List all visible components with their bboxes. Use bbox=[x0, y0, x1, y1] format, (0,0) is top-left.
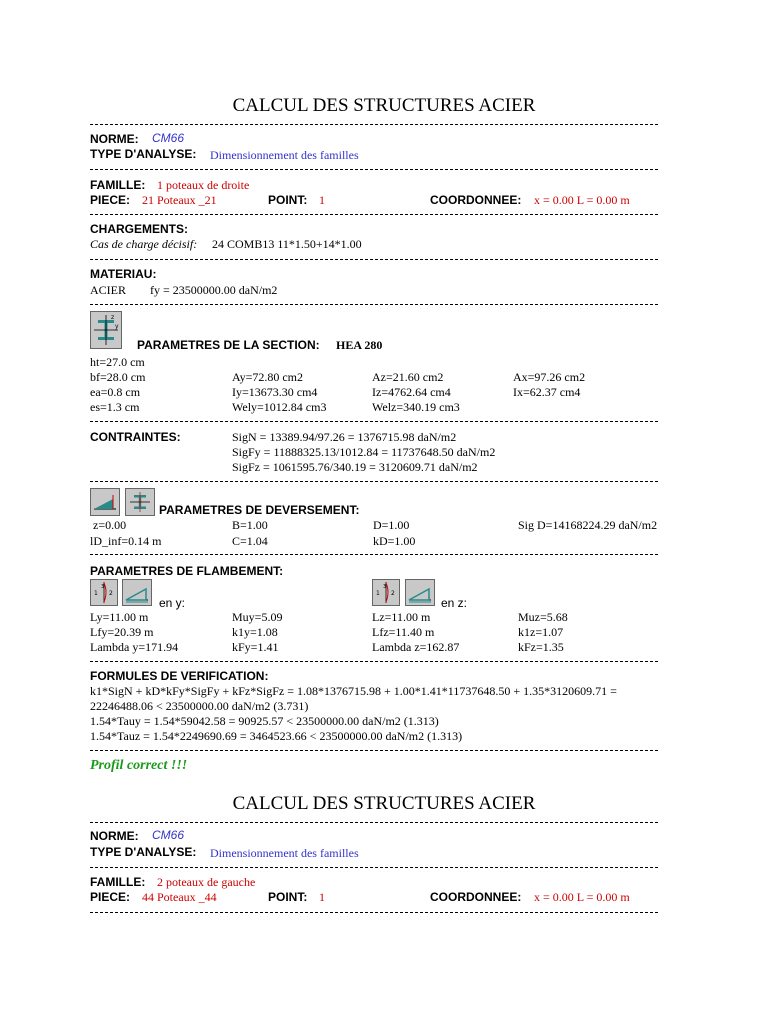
analyse-label: TYPE D'ANALYSE: bbox=[90, 845, 197, 859]
flambement-label: PARAMETRES DE FLAMBEMENT: bbox=[90, 564, 284, 578]
divider bbox=[90, 259, 658, 260]
famille-label: FAMILLE: bbox=[90, 178, 146, 192]
piece-value: 44 Poteaux _44 bbox=[142, 890, 217, 904]
section-ht: ht=27.0 cm bbox=[90, 355, 145, 369]
section-ay: Ay=72.80 cm2 bbox=[232, 370, 303, 384]
section-welz: Welz=340.19 cm3 bbox=[372, 400, 460, 414]
divider bbox=[90, 867, 658, 868]
piece-label: PIECE: bbox=[90, 890, 131, 904]
divider bbox=[90, 912, 658, 913]
flambement-k1y: k1y=1.08 bbox=[232, 625, 278, 639]
flambement-muy: Muy=5.09 bbox=[232, 610, 283, 624]
flambement-lambdaz: Lambda z=162.87 bbox=[372, 640, 460, 654]
section-iy: Iy=13673.30 cm4 bbox=[232, 385, 318, 399]
svg-text:y: y bbox=[115, 323, 119, 330]
point-value: 1 bbox=[319, 193, 325, 207]
divider bbox=[90, 169, 658, 170]
formule-line: k1*SigN + kD*kFy*SigFy + kFz*SigFz = 1.08*1376715.98 + 1.00*1.41*11737648.50 + 1.35*3120609.71 = bbox=[90, 684, 617, 698]
coordonnee-label: COORDONNEE: bbox=[430, 890, 522, 904]
deversement-z: z=0.00 bbox=[93, 518, 127, 532]
section-ix: Ix=62.37 cm4 bbox=[513, 385, 581, 399]
section-wely: Wely=1012.84 cm3 bbox=[232, 400, 327, 414]
buckling-length-y-icon bbox=[122, 579, 152, 606]
flambement-kfz: kFz=1.35 bbox=[518, 640, 564, 654]
chargements-label: CHARGEMENTS: bbox=[90, 222, 188, 236]
cas-value: 24 COMB13 11*1.50+14*1.00 bbox=[212, 237, 362, 251]
famille-label: FAMILLE: bbox=[90, 875, 146, 889]
cas-label: Cas de charge décisif: bbox=[90, 237, 198, 251]
buckling-length-z-icon bbox=[405, 579, 435, 606]
section-ea: ea=0.8 cm bbox=[90, 385, 141, 399]
divider bbox=[90, 750, 658, 751]
flambement-lambday: Lambda y=171.94 bbox=[90, 640, 179, 654]
section-es: es=1.3 cm bbox=[90, 400, 140, 414]
section-ax: Ax=97.26 cm2 bbox=[513, 370, 586, 384]
analyse-label: TYPE D'ANALYSE: bbox=[90, 147, 197, 161]
materiau-fy: fy = 23500000.00 daN/m2 bbox=[150, 283, 278, 297]
section-iz: Iz=4762.64 cm4 bbox=[372, 385, 451, 399]
page-title: CALCUL DES STRUCTURES ACIER bbox=[232, 793, 536, 814]
famille-value: 2 poteaux de gauche bbox=[157, 875, 256, 889]
point-value: 1 bbox=[319, 890, 325, 904]
contrainte-sigfy: SigFy = 11888325.13/1012.84 = 11737648.50 daN/m2 bbox=[232, 445, 496, 459]
flambement-lfy: Lfy=20.39 m bbox=[90, 625, 154, 639]
section-value: HEA 280 bbox=[336, 338, 383, 352]
point-label: POINT: bbox=[268, 193, 308, 207]
flambement-lz: Lz=11.00 m bbox=[372, 610, 431, 624]
divider bbox=[90, 661, 658, 662]
deversement-c: C=1.04 bbox=[232, 534, 268, 548]
deversement-label: PARAMETRES DE DEVERSEMENT: bbox=[159, 503, 360, 517]
flambement-muz: Muz=5.68 bbox=[518, 610, 568, 624]
formule-line: 1.54*Tauz = 1.54*2249690.69 = 3464523.66 < 23500000.00 daN/m2 (1.313) bbox=[90, 729, 463, 743]
contraintes-label: CONTRAINTES: bbox=[90, 430, 181, 444]
materiau-name: ACIER bbox=[90, 283, 126, 297]
formules-label: FORMULES DE VERIFICATION: bbox=[90, 669, 269, 683]
section-label: PARAMETRES DE LA SECTION: bbox=[137, 338, 320, 352]
divider bbox=[90, 822, 658, 823]
svg-text:3: 3 bbox=[101, 584, 105, 590]
contrainte-sigfz: SigFz = 1061595.76/340.19 = 3120609.71 daN/m2 bbox=[232, 460, 478, 474]
analyse-value: Dimensionnement des familles bbox=[210, 846, 359, 860]
divider bbox=[90, 481, 658, 482]
deversement-sigd: Sig D=14168224.29 daN/m2 bbox=[518, 518, 658, 532]
section-az: Az=21.60 cm2 bbox=[372, 370, 444, 384]
materiau-label: MATERIAU: bbox=[90, 267, 157, 281]
section-deversement-icon bbox=[125, 488, 155, 516]
contrainte-sign: SigN = 13389.94/97.26 = 1376715.98 daN/m2 bbox=[232, 430, 457, 444]
piece-value: 21 Poteaux _21 bbox=[142, 193, 217, 207]
formule-line: 22246488.06 < 23500000.00 daN/m2 (3.731) bbox=[90, 699, 309, 713]
coordonnee-value: x = 0.00 L = 0.00 m bbox=[534, 890, 630, 904]
svg-text:1: 1 bbox=[376, 590, 380, 597]
result-status: Profil correct !!! bbox=[90, 758, 188, 773]
divider bbox=[90, 214, 658, 215]
coordonnee-label: COORDONNEE: bbox=[430, 193, 522, 207]
deversement-b: B=1.00 bbox=[232, 518, 268, 532]
lateral-buckling-icon bbox=[90, 488, 120, 516]
svg-text:2: 2 bbox=[391, 590, 395, 597]
norme-label: NORME: bbox=[90, 132, 139, 146]
buckling-mode-y-icon bbox=[90, 579, 118, 606]
svg-text:1: 1 bbox=[94, 590, 98, 597]
deversement-d: D=1.00 bbox=[373, 518, 410, 532]
deversement-ld: lD_inf=0.14 m bbox=[90, 534, 162, 548]
section-bf: bf=28.0 cm bbox=[90, 370, 146, 384]
flambement-ly: Ly=11.00 m bbox=[90, 610, 149, 624]
buckling-mode-z-icon bbox=[372, 579, 400, 606]
flambement-k1z: k1z=1.07 bbox=[518, 625, 564, 639]
i-beam-section-icon bbox=[90, 311, 122, 349]
svg-text:z: z bbox=[111, 314, 115, 321]
deversement-kd: kD=1.00 bbox=[373, 534, 416, 548]
flambement-lfz: Lfz=11.40 m bbox=[372, 625, 435, 639]
point-label: POINT: bbox=[268, 890, 308, 904]
divider bbox=[90, 554, 658, 555]
divider bbox=[90, 421, 658, 422]
svg-text:2: 2 bbox=[109, 590, 113, 597]
coordonnee-value: x = 0.00 L = 0.00 m bbox=[534, 193, 630, 207]
divider bbox=[90, 304, 658, 305]
norme-value: CM66 bbox=[152, 828, 185, 842]
en-z-label: en z: bbox=[441, 596, 468, 610]
norme-label: NORME: bbox=[90, 829, 139, 843]
en-y-label: en y: bbox=[159, 596, 186, 610]
norme-value: CM66 bbox=[152, 131, 185, 145]
svg-text:3: 3 bbox=[383, 584, 387, 590]
famille-value: 1 poteaux de droite bbox=[157, 178, 250, 192]
page-title: CALCUL DES STRUCTURES ACIER bbox=[232, 95, 536, 116]
flambement-kfy: kFy=1.41 bbox=[232, 640, 279, 654]
analyse-value: Dimensionnement des familles bbox=[210, 148, 359, 162]
piece-label: PIECE: bbox=[90, 193, 131, 207]
formule-line: 1.54*Tauy = 1.54*59042.58 = 90925.57 < 23500000.00 daN/m2 (1.313) bbox=[90, 714, 439, 728]
divider bbox=[90, 124, 658, 125]
